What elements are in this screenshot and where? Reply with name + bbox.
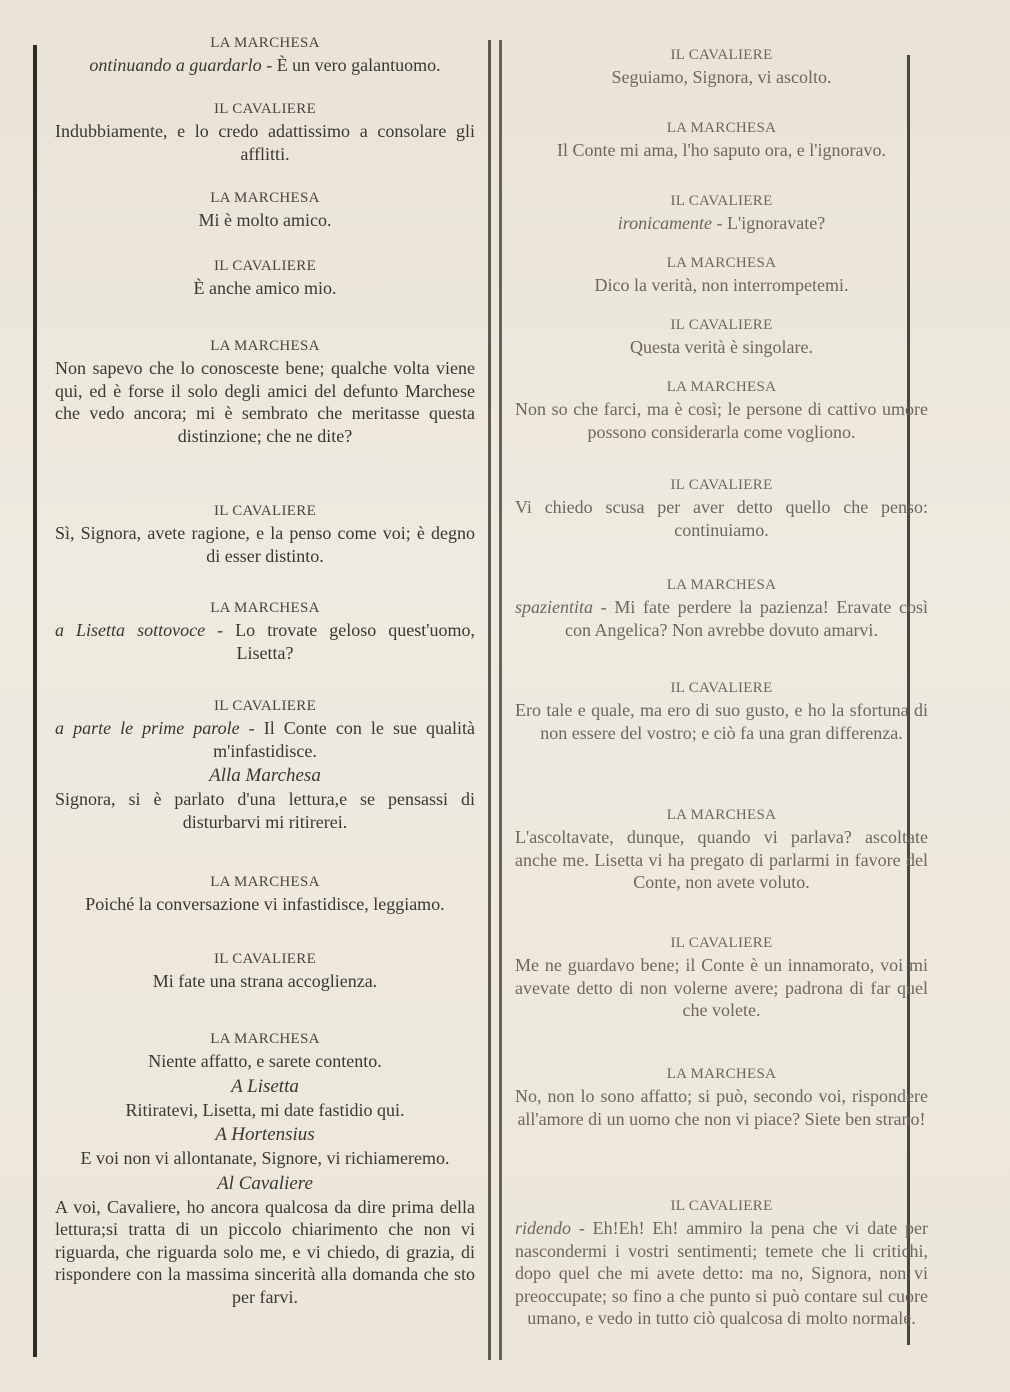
right-column [515,0,928,1392]
dialogue-text [55,1099,475,1122]
dialogue-text [55,788,475,833]
speaker-name: LA MARCHESA [210,338,320,354]
dialogue-line: L'ascoltavate, dunque, quando vi parlava? ascoltate anche me. Lisetta vi ha pregato di parlarmi in favore del Conte, non avete voluto. [515,827,928,892]
dialogue-block [55,255,475,300]
dialogue-line: Mi fate perdere la pazienza! Eravate così con Angelica? Non avrebbe dovuto amarvi. [565,597,928,640]
dialogue-text [55,277,475,300]
dialogue-text [515,212,928,235]
dialogue-block [515,574,928,641]
center-rule-left [488,40,491,1360]
dialogue-line: Niente affatto, e sarete contento. [148,1051,382,1071]
dialogue-block [55,948,475,993]
stage-direction: ironicamente [617,213,713,233]
speaker-name: LA MARCHESA [666,1066,777,1082]
dialogue-text [55,522,475,567]
dialogue-line: A voi, Cavaliere, ho ancora qualcosa da dire prima della lettura;si tratta di un piccolo chiarimento che non vi riguarda, che riguarda solo me, e vi chiedo, di grazia, di rispondere con la massima sincerità alla domanda che sto per farvi. [55,1196,475,1307]
dialogue-line: Signora, si è parlato d'una lettura,e se pensassi di disturbarvi mi ritirerei. [55,789,475,832]
dialogue-block [515,1063,928,1130]
dash-separator: - [571,1218,593,1238]
dialogue-line: È un vero galantuomo. [276,55,441,75]
dialogue-block [55,187,475,232]
dialogue-line: L'ignoravate? [727,213,826,233]
dialogue-block [515,376,928,443]
dialogue-text [55,893,475,916]
dialogue-block [55,335,475,447]
stage-direction: a Lisetta sottovoce [55,620,206,640]
speaker-name: LA MARCHESA [210,600,320,616]
stage-direction: A Lisetta [231,1075,299,1097]
dialogue-text [515,1217,928,1330]
speaker-name: IL CAVALIERE [670,1198,773,1214]
dialogue-text [515,1085,928,1130]
speaker-name: LA MARCHESA [210,190,320,206]
stage-direction: spazientita [515,597,594,617]
dialogue-line: Mi è molto amico. [198,210,332,230]
dialogue-block [55,98,475,165]
stage-direction: Alla Marchesa [209,765,321,786]
dialogue-text [515,496,928,541]
dialogue-text [55,717,475,762]
stage-direction: Al Cavaliere [217,1172,313,1194]
dialogue-line: No, non lo sono affatto; si può, secondo voi, rispondere all'amore di un uomo che non vi piace? Siete ben strano! [515,1086,928,1129]
dialogue-text [515,596,928,641]
dialogue-line: Mi fate una strana accoglienza. [152,971,378,991]
dialogue-text [55,970,475,993]
speaker-name: IL CAVALIERE [670,317,773,333]
dialogue-block [55,871,475,916]
dialogue-line: Indubbiamente, e lo credo adattissimo a consolare gli afflitti. [55,121,475,164]
dialogue-block [515,932,928,1022]
speaker-name: IL CAVALIERE [213,101,317,117]
speaker-name: IL CAVALIERE [213,258,317,274]
dialogue-line: Dico la verità, non interrompetemi. [594,275,849,295]
stage-direction: ridendo [515,1218,571,1238]
dialogue-text [515,274,928,297]
dialogue-text [515,336,928,359]
left-margin-rule [33,45,37,1357]
dash-separator: - [205,620,236,640]
dialogue-block [55,500,475,567]
dialogue-line: Vi chiedo scusa per aver detto quello che penso: continuiamo. [515,497,928,540]
dash-separator: - [261,55,277,75]
dialogue-line: Me ne guardavo bene; il Conte è un innamorato, voi mi avevate detto di non volerne avere; padrona di far quel che volete. [515,955,928,1020]
dialogue-block [515,314,928,359]
speaker-name: IL CAVALIERE [670,680,773,696]
dash-separator: - [239,718,264,738]
speaker-name: LA MARCHESA [666,120,777,136]
dialogue-block [55,1028,475,1308]
dialogue-text [55,357,475,447]
dialogue-line: Sì, Signora, avete ragione, e la penso come voi; è degno di esser distinto. [55,523,475,566]
dialogue-text [55,619,475,664]
dialogue-block [55,597,475,664]
dialogue-text [515,398,928,443]
dialogue-line: Ero tale e quale, ma ero di suo gusto, e ho la sfortuna di non essere del vostro; e ciò fa una gran differenza. [515,700,928,743]
speaker-name: LA MARCHESA [666,807,777,823]
dash-separator: - [593,597,615,617]
dialogue-line: E voi non vi allontanate, Signore, vi richiameremo. [80,1148,450,1168]
dialogue-line: Il Conte con le sue qualità m'infastidisce. [213,718,475,761]
left-column [55,0,475,1392]
center-rule-right [499,40,502,1360]
dialogue-text [515,139,928,162]
dialogue-line: È anche amico mio. [193,278,337,298]
speaker-name: LA MARCHESA [666,379,777,395]
dialogue-block [515,117,928,162]
dialogue-block [515,474,928,541]
speaker-name: LA MARCHESA [210,874,320,890]
speaker-name: IL CAVALIERE [213,503,317,519]
dialogue-text [55,1147,475,1170]
dialogue-text [515,826,928,894]
dialogue-block [515,44,928,89]
dialogue-line: Eh!Eh! Eh! ammiro la pena che vi date per nascondermi i vostri sentimenti; temete che li critichi, dopo quel che mi avete detto: ma no, Signora, non vi preoccupate; so fino a che punto si può contare sul cuore umano, e vedo in tutto ciò qualcosa di molto normale. [515,1218,928,1328]
dialogue-line: Ritiratevi, Lisetta, mi date fastidio qui. [125,1099,405,1120]
dialogue-line: Non so che farci, ma è così; le persone di cattivo umore possono considerarla come vogliono. [515,399,928,442]
dialogue-block [515,190,928,235]
speaker-name: IL CAVALIERE [670,193,773,209]
dialogue-text [515,954,928,1022]
dialogue-text [55,209,475,232]
speaker-name: IL CAVALIERE [670,477,773,493]
dialogue-text [55,54,475,77]
speaker-name: IL CAVALIERE [213,698,317,714]
dialogue-line: Il Conte mi ama, l'ho saputo ora, e l'ignoravo. [557,140,886,160]
dialogue-block [515,252,928,297]
dialogue-line: Seguiamo, Signora, vi ascolto. [611,67,832,87]
stage-direction: ontinuando a guardarlo [89,55,262,75]
dialogue-block [515,804,928,894]
dialogue-line: Poiché la conversazione vi infastidisce, leggiamo. [85,894,445,914]
stage-direction: a parte le prime parole [55,718,240,738]
dialogue-block [515,677,928,744]
speaker-name: IL CAVALIERE [213,951,317,967]
speaker-name: IL CAVALIERE [670,47,773,63]
dialogue-block [515,1195,928,1330]
dash-separator: - [712,213,728,233]
dialogue-text [55,1050,475,1073]
dialogue-text [55,120,475,165]
dialogue-text [515,699,928,744]
dialogue-line: Non sapevo che lo conosceste bene; qualche volta viene qui, ed è forse il solo degli amici del defunto Marchese che vedo ancora; mi è sembrato che meritasse questa distinzione; che ne dite? [55,358,475,446]
speaker-name: LA MARCHESA [666,255,777,271]
dialogue-text [55,1196,475,1309]
dialogue-line: Lo trovate geloso quest'uomo, Lisetta? [235,620,476,663]
dialogue-block [55,32,475,77]
stage-direction: A Hortensius [215,1124,315,1145]
speaker-name: LA MARCHESA [210,35,320,51]
speaker-name: IL CAVALIERE [670,935,773,951]
dialogue-block [55,695,475,833]
speaker-name: LA MARCHESA [210,1031,320,1047]
dialogue-line: Questa verità è singolare. [630,337,813,357]
dialogue-text [515,66,928,89]
speaker-name: LA MARCHESA [666,577,777,593]
